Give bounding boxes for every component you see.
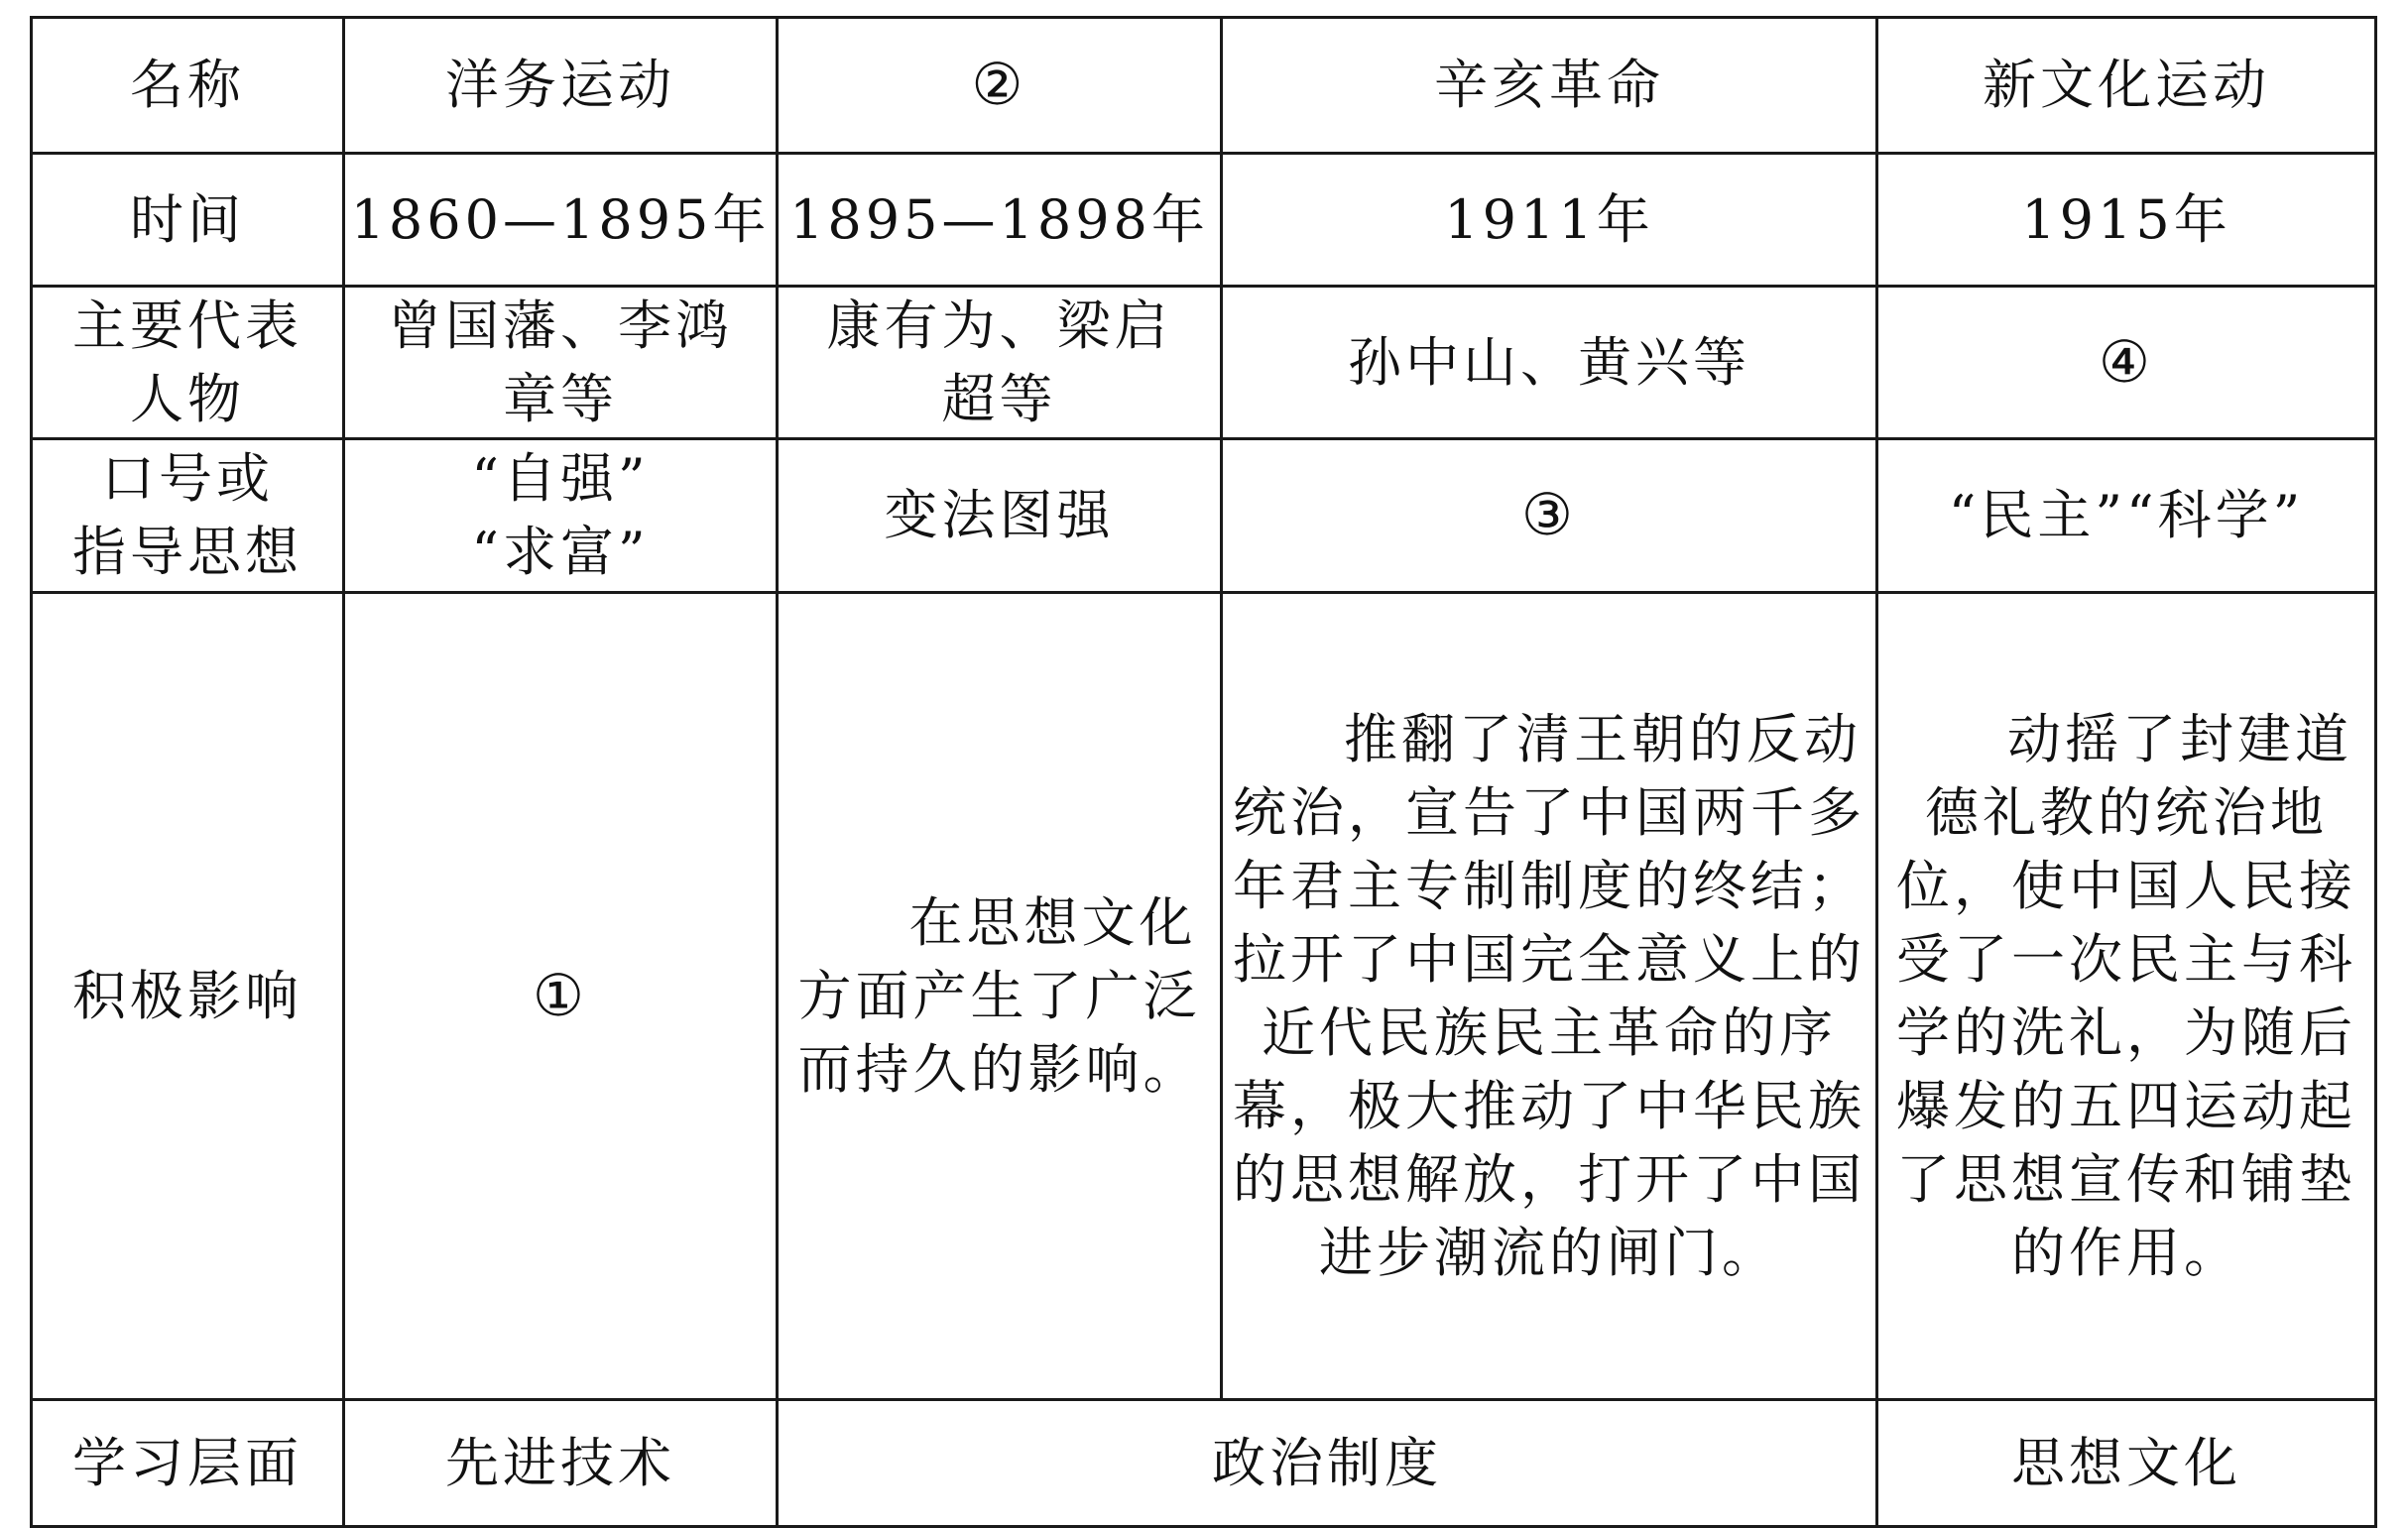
cell-time-xinhai xyxy=(1222,154,1877,287)
cell-name-yangwu xyxy=(344,18,778,154)
cell-name-xinwenhua-text: 新文化运动 xyxy=(1983,54,2270,116)
label-slogan-line2: 指导思想 xyxy=(72,521,302,583)
cell-time-weixin xyxy=(778,154,1222,287)
cell-figures-xinhai-text: 孙中山、黄兴等 xyxy=(1348,330,1750,394)
label-figures xyxy=(32,287,344,439)
label-time-text: 时间 xyxy=(130,187,245,251)
blank-3-marker: ③ xyxy=(1521,481,1577,548)
blank-4-marker: ④ xyxy=(2099,327,2154,396)
cell-impact-xinwenhua: 动摇了封建道德礼教的统治地位，使中国人民接受了一次民主与科学的洗礼，为随后爆发的五四运动起了思想宣传和铺垫的作用。 xyxy=(1877,593,2376,1400)
row-impact xyxy=(32,593,2376,1400)
cell-impact-yangwu xyxy=(344,593,778,1400)
cell-level-yangwu-text: 先进技术 xyxy=(445,1431,675,1494)
cell-impact-xinhai: 推翻了清王朝的反动统治，宣告了中国两千多年君主专制制度的终结；拉开了中国完全意义上的近代民族民主革命的序幕，极大推动了中华民族的思想解放，打开了中国进步潮流的闸门。 xyxy=(1222,593,1877,1400)
cell-name-xinhai xyxy=(1222,18,1877,154)
cell-time-yangwu-text: 1860—1895年 xyxy=(350,187,771,251)
label-slogan xyxy=(32,439,344,593)
label-time xyxy=(32,154,344,287)
cell-level-xinwenhua xyxy=(1877,1400,2376,1527)
label-level-text: 学习层面 xyxy=(72,1431,302,1494)
blank-1-marker: ① xyxy=(533,961,588,1029)
label-figures-line2: 人物 xyxy=(130,367,245,430)
cell-time-xinwenhua xyxy=(1877,154,2376,287)
label-name-text: 名称 xyxy=(130,54,245,116)
cell-impact-weixin: 在思想文化方面产生了广泛而持久的影响。 xyxy=(778,593,1222,1400)
cell-name-xinhai-text: 辛亥革命 xyxy=(1434,54,1664,116)
cell-time-weixin-text: 1895—1898年 xyxy=(789,187,1209,251)
cell-time-xinwenhua-text: 1915年 xyxy=(2021,187,2231,251)
cell-level-political-text: 政治制度 xyxy=(1212,1431,1442,1494)
label-level xyxy=(32,1400,344,1527)
cell-level-xinwenhua-text: 思想文化 xyxy=(2011,1431,2241,1494)
cell-slogan-yangwu-line2: “求富” xyxy=(471,521,650,583)
cell-slogan-weixin xyxy=(778,439,1222,593)
label-slogan-line1: 口号或 xyxy=(101,447,274,510)
cell-name-weixin xyxy=(778,18,1222,154)
row-slogan xyxy=(32,439,2376,593)
cell-figures-yangwu xyxy=(344,287,778,439)
cell-figures-weixin xyxy=(778,287,1222,439)
cell-figures-yangwu-line2: 章等 xyxy=(503,367,618,430)
cell-figures-xinwenhua xyxy=(1877,287,2376,439)
cell-time-xinhai-text: 1911年 xyxy=(1444,187,1654,251)
cell-figures-xinhai xyxy=(1222,287,1877,439)
cell-name-yangwu-text: 洋务运动 xyxy=(445,54,675,116)
cell-slogan-xinwenhua-text: “民主”“科学” xyxy=(1948,484,2305,546)
history-comparison-table xyxy=(30,16,2377,1528)
blank-2-marker: ② xyxy=(971,51,1027,118)
label-figures-line1: 主要代表 xyxy=(72,294,302,357)
cell-name-xinwenhua xyxy=(1877,18,2376,154)
cell-slogan-xinwenhua xyxy=(1877,439,2376,593)
cell-slogan-yangwu xyxy=(344,439,778,593)
row-time xyxy=(32,154,2376,287)
row-name xyxy=(32,18,2376,154)
cell-figures-weixin-line2: 超等 xyxy=(941,367,1057,430)
label-impact xyxy=(32,593,344,1400)
row-figures xyxy=(32,287,2376,439)
label-impact-text: 积极影响 xyxy=(72,964,302,1027)
cell-figures-weixin-line1: 康有为、梁启 xyxy=(826,294,1172,357)
cell-slogan-yangwu-line1: “自强” xyxy=(471,447,650,510)
cell-level-political xyxy=(778,1400,1877,1527)
cell-slogan-xinhai xyxy=(1222,439,1877,593)
row-level xyxy=(32,1400,2376,1527)
cell-slogan-weixin-text: 变法图强 xyxy=(884,484,1115,546)
cell-time-yangwu xyxy=(344,154,778,287)
cell-figures-yangwu-line1: 曾国藩、李鸿 xyxy=(388,294,733,357)
label-name xyxy=(32,18,344,154)
cell-level-yangwu xyxy=(344,1400,778,1527)
